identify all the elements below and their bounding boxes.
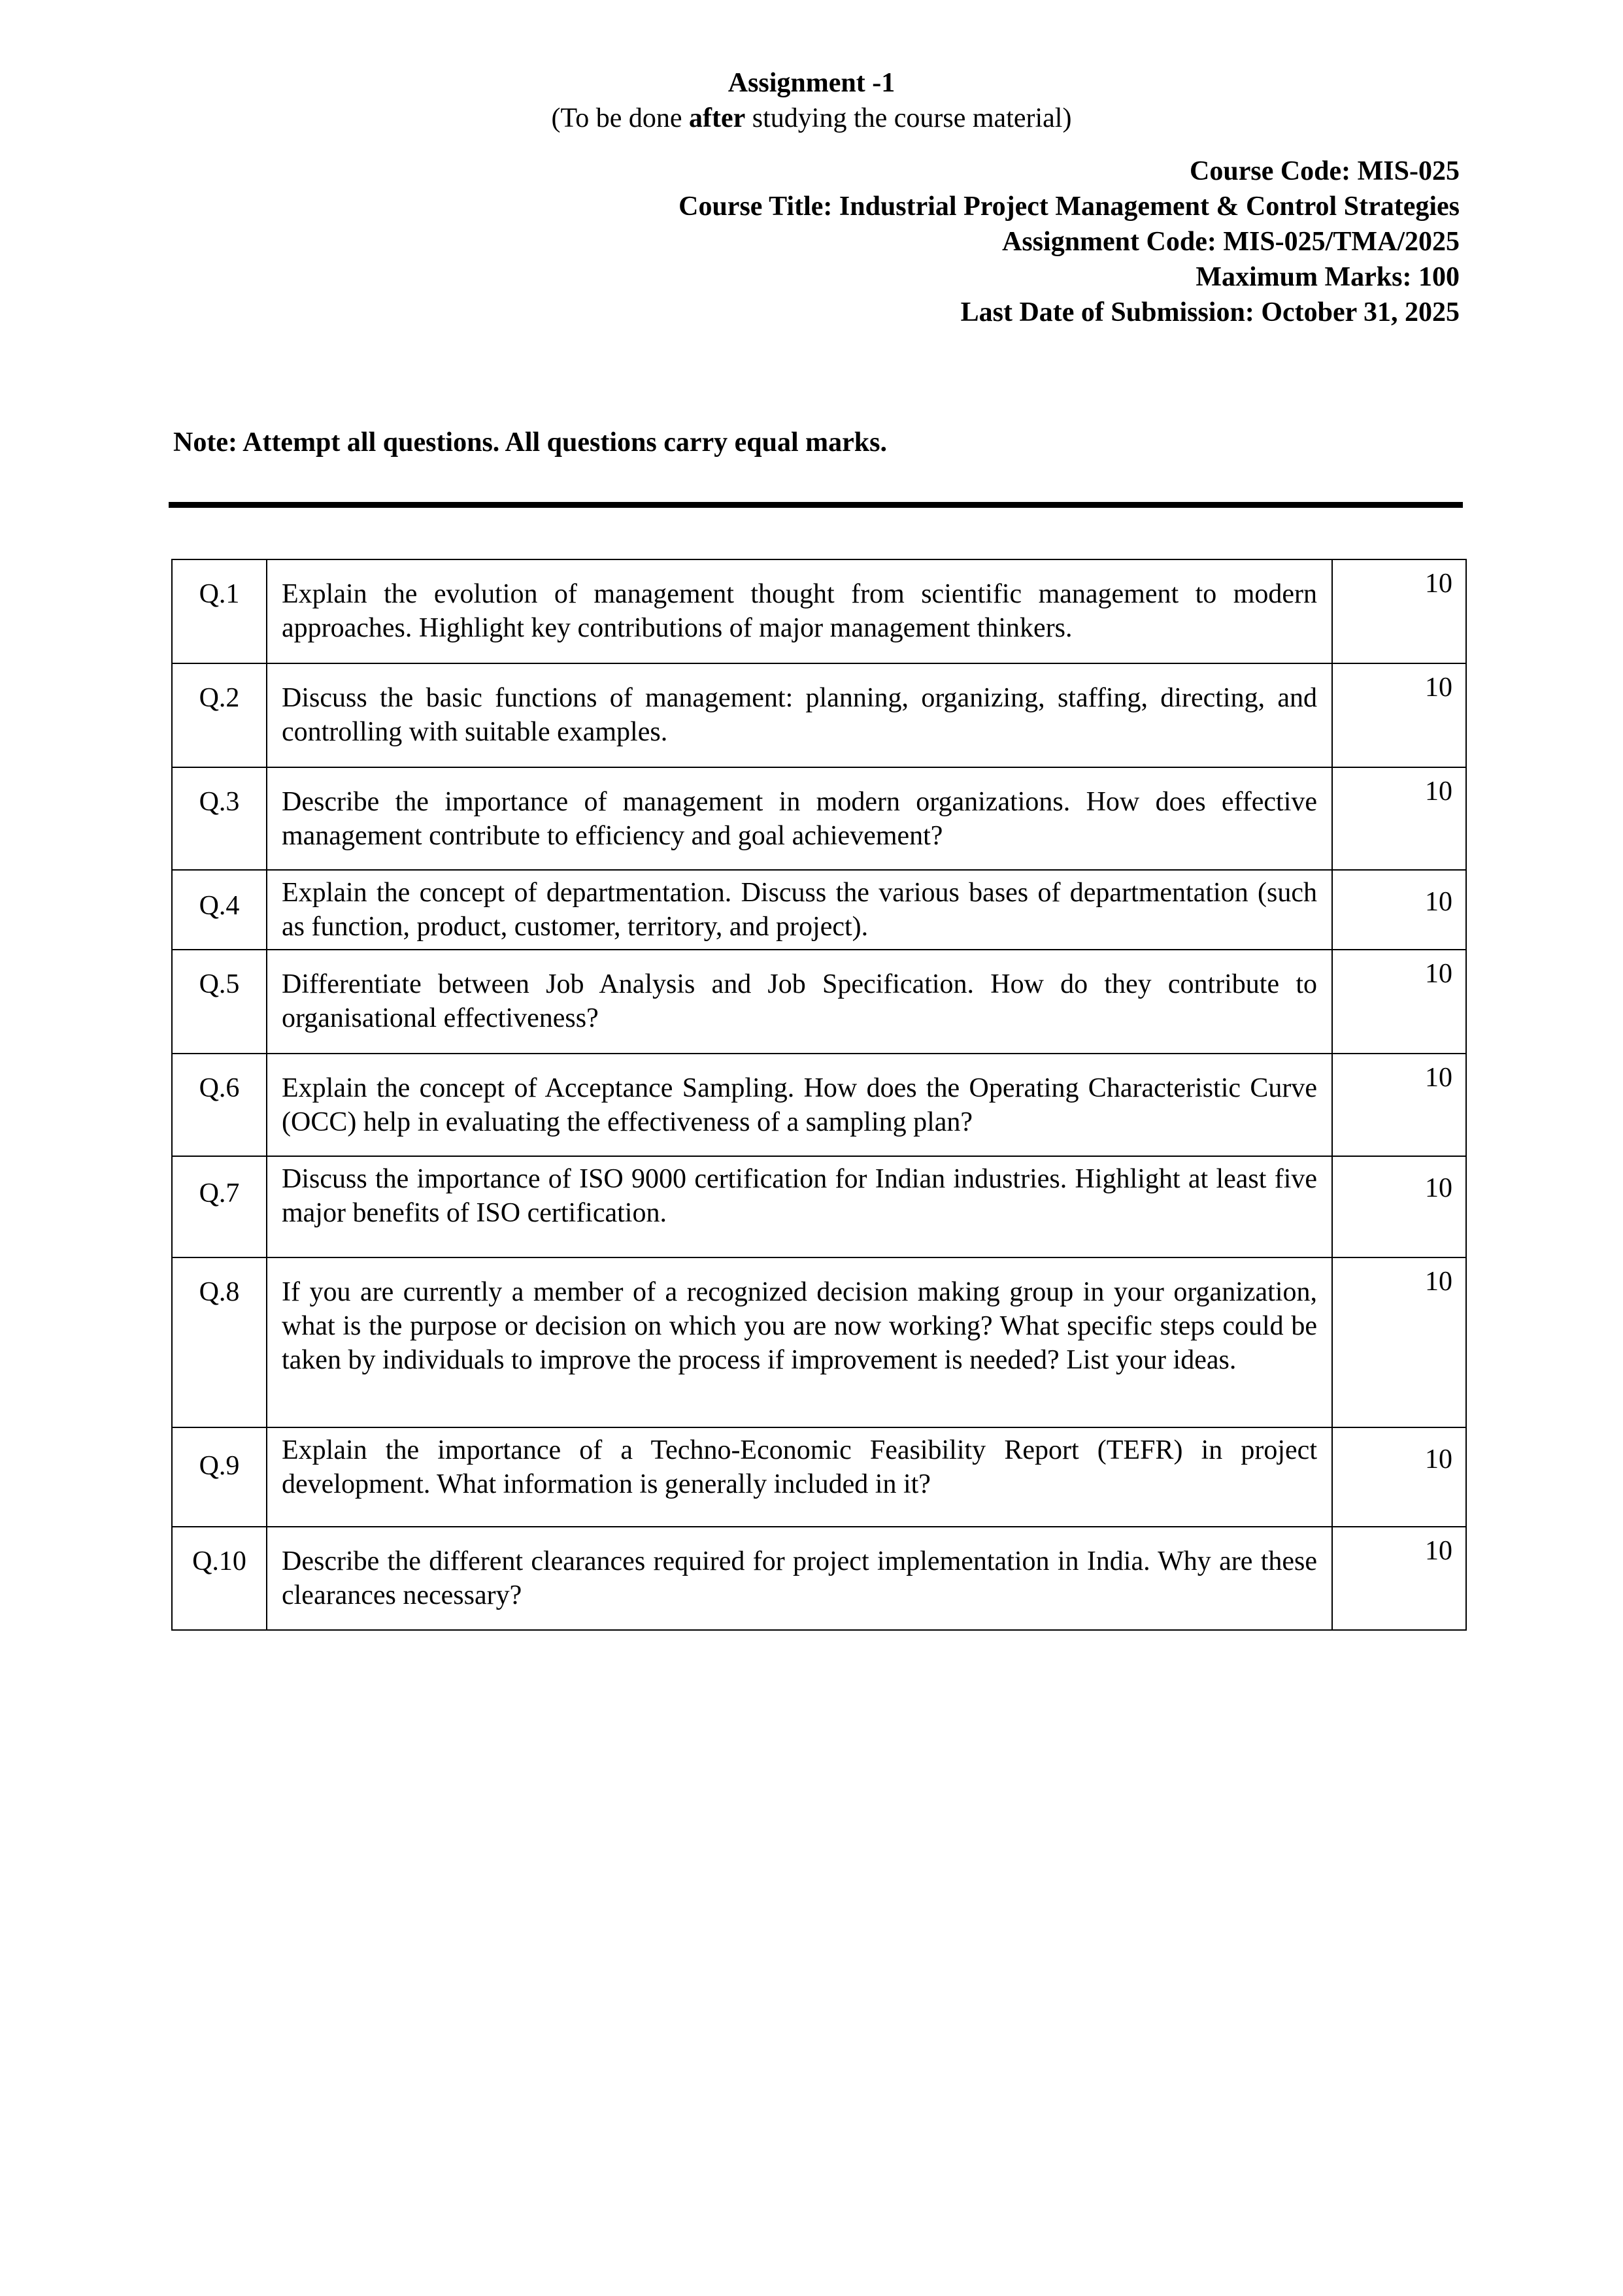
question-text: If you are currently a member of a recognized decision making group in your organization, what is the purpose or decision on which you are now working? What specific steps could be taken by individuals to improve the process if improvement is needed? List your ideas.: [267, 1257, 1332, 1427]
table-row: [172, 1156, 1466, 1257]
question-number: Q.6: [172, 1054, 267, 1156]
table-row: [172, 663, 1466, 767]
question-marks: 10: [1332, 1156, 1466, 1257]
question-number: Q.1: [172, 559, 267, 663]
assignment-title: Assignment -1: [728, 68, 895, 98]
question-text: Describe the importance of management in modern organizations. How does effective management contribute to efficiency and goal achievement?: [267, 767, 1332, 870]
table-row: [172, 870, 1466, 950]
instructions-note: Note: Attempt all questions. All questions carry equal marks.: [173, 427, 887, 458]
question-number: Q.2: [172, 663, 267, 767]
question-number: Q.8: [172, 1257, 267, 1427]
question-marks: 10: [1332, 663, 1466, 767]
subtitle-before: (To be done: [551, 103, 690, 133]
table-row: [172, 559, 1466, 663]
last-date: Last Date of Submission: October 31, 2025: [960, 297, 1460, 327]
question-number: Q.4: [172, 870, 267, 950]
question-number: Q.9: [172, 1427, 267, 1527]
question-marks: 10: [1332, 1427, 1466, 1527]
course-title: Course Title: Industrial Project Management & Control Strategies: [678, 191, 1460, 222]
question-text: Discuss the importance of ISO 9000 certification for Indian industries. Highlight at least five major benefits of ISO certification.: [267, 1156, 1332, 1257]
table-row: [172, 767, 1466, 870]
table-row: [172, 1427, 1466, 1527]
question-marks: 10: [1332, 559, 1466, 663]
question-marks: 10: [1332, 1257, 1466, 1427]
table-row: [172, 1527, 1466, 1630]
question-number: Q.10: [172, 1527, 267, 1630]
table-row: [172, 950, 1466, 1054]
question-text: Describe the different clearances required for project implementation in India. Why are these clearances necessary?: [267, 1527, 1332, 1630]
question-marks: 10: [1332, 870, 1466, 950]
course-meta: [678, 154, 1460, 330]
subtitle-after: studying the course material): [745, 103, 1072, 133]
question-number: Q.5: [172, 950, 267, 1054]
question-text: Explain the concept of Acceptance Sampling. How does the Operating Characteristic Curve (OCC) help in evaluating the effectiveness of a sampling plan?: [267, 1054, 1332, 1156]
question-text: Explain the importance of a Techno-Economic Feasibility Report (TEFR) in project development. What information is generally included in it?: [267, 1427, 1332, 1527]
question-text: Explain the concept of departmentation. Discuss the various bases of departmentation (such as function, product, customer, territory, and project).: [267, 870, 1332, 950]
question-marks: 10: [1332, 767, 1466, 870]
question-number: Q.3: [172, 767, 267, 870]
question-marks: 10: [1332, 1054, 1466, 1156]
question-text: Explain the evolution of management thought from scientific management to modern approaches. Highlight key contributions of major management thinkers.: [267, 559, 1332, 663]
question-text: Discuss the basic functions of management: planning, organizing, staffing, directing, and controlling with suitable examples.: [267, 663, 1332, 767]
questions-table: [171, 559, 1467, 1631]
assignment-code: Assignment Code: MIS-025/TMA/2025: [1002, 227, 1460, 257]
table-row: [172, 1054, 1466, 1156]
assignment-header: [0, 65, 1623, 136]
question-marks: 10: [1332, 1527, 1466, 1630]
question-text: Differentiate between Job Analysis and Job Specification. How do they contribute to organisational effectiveness?: [267, 950, 1332, 1054]
assignment-subtitle: [0, 101, 1623, 136]
maximum-marks: Maximum Marks: 100: [1196, 262, 1460, 292]
subtitle-bold: after: [689, 103, 746, 133]
course-code: Course Code: MIS-025: [1190, 156, 1460, 186]
question-number: Q.7: [172, 1156, 267, 1257]
table-row: [172, 1257, 1466, 1427]
question-marks: 10: [1332, 950, 1466, 1054]
divider-rule: [169, 502, 1463, 508]
